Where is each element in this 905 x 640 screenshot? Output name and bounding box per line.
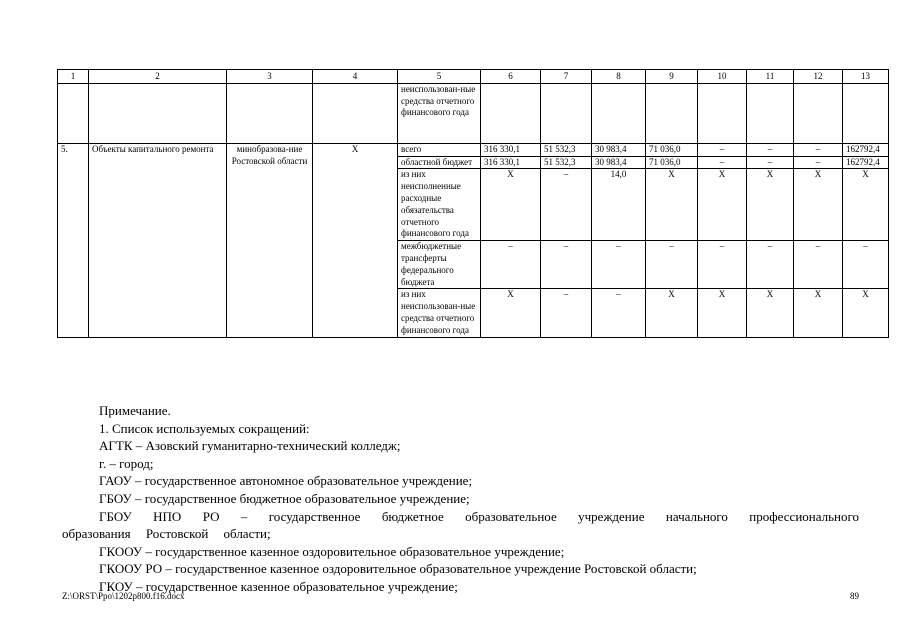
table-cell: – [794,143,843,156]
table-cell [541,83,592,143]
table-cell: Х [794,169,843,241]
abbreviation-line: ГАОУ – государственное автономное образовательное учреждение; [99,473,473,489]
column-number: 3 [227,70,313,84]
column-number: 12 [794,70,843,84]
column-number: 8 [592,70,646,84]
table-cell: – [747,143,794,156]
abbreviation-line: ГКООУ РО – государственное казенное оздоровительное образовательное учреждение Ростовской области; [99,561,697,577]
row-name: областной бюджет [398,156,481,169]
abbreviation-line: АГТК – Азовский гуманитарно-технический колледж; [99,438,401,454]
column-number: 2 [89,70,227,84]
table-cell [481,83,541,143]
table-cell: 30 983,4 [592,143,646,156]
table-cell [843,83,889,143]
table-cell: 14,0 [592,169,646,241]
table-cell: – [541,169,592,241]
table-cell: – [592,289,646,337]
column-number: 10 [698,70,747,84]
column-number: 7 [541,70,592,84]
column-number: 9 [646,70,698,84]
notes-section [62,402,859,596]
column-number: 5 [398,70,481,84]
table-cell: Х [646,289,698,337]
table-cell: 162792,4 [843,143,889,156]
table-cell: Х [747,289,794,337]
table-cell: – [843,241,889,289]
table-cell: – [698,143,747,156]
table-row [58,83,889,143]
table-cell: – [541,289,592,337]
table-cell [592,83,646,143]
table-cell [698,83,747,143]
column-number: 6 [481,70,541,84]
table-cell: Х [747,169,794,241]
table-cell: 162792,4 [843,156,889,169]
row-name: из них неиспользован-ные средства отчетного финансового года [398,289,481,337]
abbreviation-line: ГБОУ – государственное бюджетное образовательное учреждение; [99,490,470,506]
item-number: 5. [58,143,89,337]
abbreviation-line: ГБОУ НПО РО – государственное бюджетное образовательное учреждение начального профессионального образования Ростовской области; [62,508,859,542]
row-name: неиспользован-ные средства отчетного финансового года [398,83,481,143]
table-cell: 316 330,1 [481,143,541,156]
item-col4: Х [313,143,398,337]
table-cell: 316 330,1 [481,156,541,169]
table-cell [646,83,698,143]
file-path: Z:\ORST\Ppo\1202p800.f16.docx [62,591,185,601]
table-cell: – [794,156,843,169]
column-number: 13 [843,70,889,84]
table-cell: Х [646,169,698,241]
table-cell: Х [843,169,889,241]
abbreviations-title: 1. Список используемых сокращений: [99,420,310,436]
table-cell: – [747,241,794,289]
table-cell: 51 532,3 [541,156,592,169]
table-cell: – [481,241,541,289]
table-cell: Х [843,289,889,337]
row-name: из них неисполненные расходные обязательства отчетного финансового года [398,169,481,241]
table-cell: Х [698,289,747,337]
item-object: Объекты капитального ремонта [89,143,227,337]
table-cell: – [747,156,794,169]
table-cell: Х [481,169,541,241]
table-cell: 71 036,0 [646,156,698,169]
table-cell: 51 532,3 [541,143,592,156]
table-cell: – [541,241,592,289]
budget-table [57,69,889,338]
notes-title: Примечание. [99,403,171,418]
table-cell: – [698,241,747,289]
row-name: межбюджетные трансферты федерального бюджета [398,241,481,289]
column-number: 11 [747,70,794,84]
table-cell: 30 983,4 [592,156,646,169]
page-number: 89 [850,591,859,601]
table-header-row [58,70,889,84]
table-cell: Х [481,289,541,337]
table-cell: – [592,241,646,289]
table-cell [794,83,843,143]
table-cell: Х [794,289,843,337]
abbreviation-line: г. – город; [99,455,154,471]
abbreviation-line: ГКООУ – государственное казенное оздоровительное образовательное учреждение; [99,543,565,559]
table-cell: – [646,241,698,289]
table-row [58,143,889,156]
column-number: 4 [313,70,398,84]
row-name: всего [398,143,481,156]
table-cell: – [794,241,843,289]
table-cell [747,83,794,143]
abbreviation-line: ГКОУ – государственное казенное образовательное учреждение; [99,578,458,594]
column-number: 1 [58,70,89,84]
table-cell: 71 036,0 [646,143,698,156]
table-cell: – [698,156,747,169]
table-cell: Х [698,169,747,241]
item-executor: минобразова-ние Ростовской области [227,143,313,337]
